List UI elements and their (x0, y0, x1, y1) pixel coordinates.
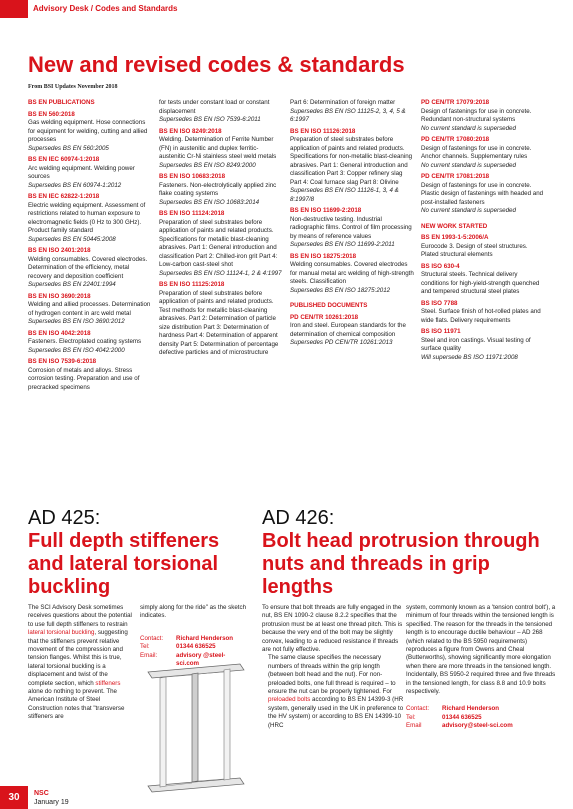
standard-description: for tests under constant load or constant displacement (159, 99, 270, 115)
ad426-text-p3: system, commonly known as a 'tension control bolt'), a minimum of four threads within the tensioned length is specified. The reason for the threads in the tensioned length is to encourage ductile behaviour – AD 268 (which related to the BS 5950 requirements) reproduces a figure from Owens and Cheal (Butterworths), showing significantly more elongation when there are more threads in the tensioned length. Incidentally, BS 5950-2 required three and five threads in the tensioned length, for class 8.8 and 10.9 bolts respectively. (406, 604, 556, 696)
standard-code: BS EN ISO 11699-2:2018 (290, 207, 362, 214)
ad425-text-a: The SCI Advisory Desk sometimes receives questions about the potential to use full depth stiffeners to restrain (28, 604, 132, 628)
standard-description: Preparation of steel substrates before application of paints and related products. Specifications for metallic blast-cleaning abrasives. Part 1: General introduction and classification Part 2: Chilled-iron grit Part 4: Low-carbon cast-steel shot (159, 218, 278, 268)
standard-code: BS EN ISO 7539-6:2018 (28, 358, 97, 365)
standard-entry (159, 128, 283, 171)
standard-code: PD CEN/TR 10261:2018 (290, 313, 359, 321)
email-link[interactable]: advisory@steel-sci.com (442, 722, 513, 730)
email-label: Email (406, 722, 422, 730)
column-3 (290, 99, 414, 351)
standard-supersedes: Will supersede BS ISO 11971:2008 (421, 353, 518, 361)
standard-code: BS EN ISO 11126:2018 (290, 127, 356, 135)
standard-entry (28, 247, 152, 290)
standard-code: BS EN ISO 2401:2018 (28, 247, 91, 254)
standards-list (28, 99, 556, 501)
page-footer (0, 786, 573, 809)
ad425-heading (28, 507, 256, 599)
ad426-heading (262, 507, 562, 599)
email-label: Email: (140, 651, 158, 659)
standard-description: Gas welding equipment. Hose connections for equipment for welding, cutting and allied processes (28, 119, 148, 143)
standard-code: PD CEN/TR 17081:2018 (421, 173, 490, 180)
standard-entry (28, 193, 152, 244)
standard-supersedes: Supersedes BS EN ISO 3690:2012 (28, 318, 125, 325)
page-number: 30 (0, 786, 28, 809)
standard-code: BS EN ISO 11125:2018 (159, 281, 225, 288)
standard-entry (421, 328, 545, 362)
standard-entry (421, 136, 545, 170)
section-heading: BS EN PUBLICATIONS (28, 99, 95, 106)
section-heading: PUBLISHED DOCUMENTS (290, 302, 368, 309)
ad425-text-c: alone do nothing to prevent. The American Institute of Steel Construction notes that "transverse stiffeners are (28, 688, 125, 721)
ad426-text-p2a: The same clause specifies the necessary numbers of threads within the grip length (between bolt head and the nut). For non-preloaded bolts, one full thread is required – to ensure the nut can be properly tightened. For (268, 654, 396, 696)
tel-value[interactable]: 01344 636525 (176, 643, 216, 651)
standard-description: Welding consumables. Covered electrodes for manual metal arc welding of high-strength steels. Classification (290, 261, 414, 285)
standard-entry (421, 263, 545, 297)
standard-supersedes: Supersedes BS EN ISO 11124-1, 2 & 4:1997 (159, 269, 282, 277)
standard-code: BS EN ISO 8249:2018 (159, 127, 222, 135)
standard-supersedes: Supersedes BS EN ISO 11125-2, 3, 4, 5 & 6:1997 (290, 107, 406, 123)
standard-supersedes: Supersedes BS EN ISO 10683:2014 (159, 198, 260, 206)
ad426-tel-row (406, 714, 556, 722)
standard-description: Steel. Surface finish of hot-rolled plates and wide flats. Delivery requirements (421, 308, 541, 324)
tel-label: Tel: (140, 643, 150, 651)
standard-description: Electric welding equipment. Assessment of restrictions related to human exposure to electromagnetic fields (0 Hz to 300 GHz). Product family standard (28, 201, 146, 234)
standard-supersedes: Supersedes BS EN ISO 8249:2000 (159, 161, 256, 169)
standard-description: Fasteners. Non-electrolytically applied zinc flake coating systems (159, 181, 277, 197)
ad425-body-2 (140, 604, 254, 668)
issue-date: January 19 (34, 799, 69, 806)
standard-code: PD CEN/TR 17079:2018 (421, 99, 490, 106)
continued-entry (159, 99, 283, 125)
standard-description: Preparation of steel substrates before application of paints and related products. Specifications for non-metallic blast-cleaning abrasives. Part 1: General introduction and classification Part 3: Copper refinery slag Part 4: Coal furnace slag Part 8: Olivine (290, 136, 413, 186)
standard-entry (159, 173, 283, 207)
standard-description: Design of fastenings for use in concrete. Plastic design of fastenings with headed and post-installed fasteners (421, 181, 544, 206)
standard-entry (159, 210, 283, 278)
standard-supersedes: Supersedes BS EN ISO 18275:2012 (290, 286, 391, 294)
standard-supersedes: Supersedes BS EN ISO 11126-1, 3, 4 & 8:1997/8 (290, 187, 399, 203)
ad425-title: Full depth stiffeners and lateral torsional buckling (28, 530, 220, 598)
ad426-text-p1: To ensure that bolt threads are fully engaged in the nut, BS EN 1090-2 clause 8.2.2 specifies that the protrusion must be at least one thread pitch. This is because the very end of the bolt may be slightly convex, leading to a reduced resistance if threads are not fully effective. (262, 604, 403, 654)
standard-description: Fasteners. Electroplated coating systems (28, 338, 142, 345)
section-label: Advisory Desk / Codes and Standards (33, 4, 178, 13)
header-tab (0, 0, 28, 18)
standard-description: Structural steels. Technical delivery conditions for high-yield-strength quenched and tempered structural steel plates (421, 271, 540, 295)
standard-entry (290, 207, 414, 250)
standard-supersedes: Supersedes BS EN 560:2005 (28, 144, 109, 152)
standard-entry (421, 173, 545, 216)
standard-code: BS EN 560:2018 (28, 110, 75, 118)
page-subtitle: From BSI Updates November 2018 (28, 84, 118, 90)
standard-code: BS EN ISO 11124:2018 (159, 210, 225, 217)
standard-code: BS EN 1993-1-5:2006/A (421, 234, 489, 241)
standard-entry (421, 234, 545, 260)
ad425-tel-row (140, 643, 254, 651)
standard-entry (28, 156, 152, 190)
standard-supersedes: No current standard is superseded (421, 161, 516, 169)
standard-description: Corrosion of metals and alloys. Stress corrosion testing. Preparation and use of precracked specimens (28, 366, 140, 391)
standard-description: Design of fastenings for use in concrete. Anchor channels. Supplementary rules (421, 144, 532, 160)
standard-supersedes: Supersedes PD CEN/TR 10261:2013 (290, 339, 393, 346)
ad425-body (28, 604, 132, 722)
standard-code: BS EN IEC 60974-1:2018 (28, 156, 100, 163)
standard-code: BS EN IEC 62822-1:2018 (28, 193, 100, 200)
ad425-link-stiffeners[interactable]: stiffeners (95, 679, 121, 687)
magazine-name: NSC (34, 790, 49, 797)
ad426-link-preloaded[interactable]: preloaded bolts (268, 696, 311, 704)
standard-code: BS EN ISO 3690:2018 (28, 292, 91, 300)
standard-code: PD CEN/TR 17080:2018 (421, 136, 490, 143)
standard-description: Eurocode 3. Design of steel structures. Plated structural elements (421, 242, 528, 258)
standard-supersedes: Supersedes BS EN 50445:2008 (28, 235, 116, 243)
standard-supersedes: Supersedes BS EN 22401:1994 (28, 281, 116, 288)
ad426-number: AD 426: (262, 507, 335, 529)
ad425-contact-row (140, 635, 254, 643)
standard-supersedes: Supersedes BS EN ISO 4042:2000 (28, 346, 125, 354)
standard-entry (28, 111, 152, 154)
column-2 (159, 99, 283, 361)
standard-entry (28, 330, 152, 356)
contact-label: Contact: (140, 634, 164, 642)
email-link[interactable]: advisory @steel-sci.com (176, 651, 226, 668)
page-title: New and revised codes & standards (28, 52, 405, 77)
standard-description: Welding consumables. Covered electrodes. Determination of the efficiency, metal recovery and deposition coefficient (28, 255, 148, 280)
standard-entry (421, 99, 545, 133)
column-4 (421, 99, 545, 365)
standard-code: BS EN ISO 4042:2018 (28, 329, 91, 337)
standard-supersedes: No current standard is superseded (421, 207, 516, 214)
ad425-link-ltb[interactable]: lateral torsional buckling (28, 629, 95, 637)
standard-description: Iron and steel. European standards for the determination of chemical composition (290, 322, 406, 338)
ad425-number: AD 425: (28, 507, 101, 529)
standard-entry (159, 281, 283, 358)
tel-label: Tel: (406, 713, 416, 721)
standard-description: Welding. Determination of Ferrite Number (FN) in austenitic and duplex ferritic-austenitic Cr-Ni stainless steel weld metals (159, 136, 277, 160)
standard-description: Non-destructive testing. Industrial radiographic films. Control of film processing by means of reference values (290, 215, 412, 240)
contact-name: Richard Henderson (176, 634, 234, 642)
standard-supersedes: Supersedes BS EN 60974-1:2012 (28, 181, 122, 189)
ad425-text-b: , suggesting that the stiffeners prevent relative movement of the compression and tension flanges. Whilst this is true, lateral torsional buckling is a displacement and twist of the complete section, which (28, 629, 128, 687)
ad426-text-p2b: according to BS EN 14399-3 (HR system, generally used in the UK in preference to the HV system) or according to BS EN 14399-10 (HRC (268, 696, 404, 729)
ad426-title: Bolt head protrusion through nuts and threads in grip lengths (262, 530, 540, 598)
standard-entry (28, 358, 152, 392)
standard-supersedes: Supersedes BS EN ISO 7539-6:2011 (159, 116, 261, 123)
standard-description: Welding and allied processes. Determination of hydrogen content in arc weld metal (28, 301, 151, 317)
section-heading: NEW WORK STARTED (421, 222, 488, 230)
standard-code: BS EN ISO 18275:2018 (290, 252, 357, 260)
standard-description: Design of fastenings for use in concrete. Redundant non-structural systems (421, 107, 532, 123)
standard-entry (290, 253, 414, 296)
ad426-email-row (406, 722, 556, 730)
standard-description: Preparation of steel substrates before application of paints and related products. Test methods for metallic blast-cleaning abrasives. Part 2: Determination of particle size distribution Part 3: Determination of hardness Part 4: Determination of apparent density Part 5: Determination of percentage defective particles and of microstructure (159, 289, 279, 356)
standard-description: Part 6: Determination of foreign matter (290, 99, 396, 106)
standard-description: Steel and iron castings. Visual testing of surface quality (421, 336, 531, 352)
standard-entry (421, 300, 545, 326)
tel-value[interactable]: 01344 636525 (442, 713, 482, 721)
standard-entry (290, 128, 414, 205)
standard-code: BS EN ISO 10683:2018 (159, 173, 226, 180)
column-1 (28, 99, 152, 395)
ad426-contact-row (406, 705, 556, 713)
ad426-body-2 (406, 604, 556, 731)
ad426-body (262, 604, 405, 730)
standard-supersedes: Supersedes BS EN ISO 11699-2:2011 (290, 241, 395, 248)
standard-entry (290, 314, 414, 348)
ad425-text-p2: simply along for the ride" as the sketch indicates. (140, 604, 247, 620)
section-header (0, 0, 573, 18)
standard-code: BS ISO 11971 (421, 328, 461, 335)
continued-entry (290, 99, 414, 125)
standard-code: BS ISO 7788 (421, 299, 458, 307)
standard-entry (28, 293, 152, 327)
contact-name: Richard Henderson (442, 705, 500, 713)
standard-code: BS ISO 630-4 (421, 262, 460, 270)
standard-supersedes: No current standard is superseded (421, 124, 516, 132)
standard-description: Arc welding equipment. Welding power sources (28, 164, 135, 180)
stiffener-sketch (140, 662, 252, 800)
contact-label: Contact: (406, 705, 430, 713)
